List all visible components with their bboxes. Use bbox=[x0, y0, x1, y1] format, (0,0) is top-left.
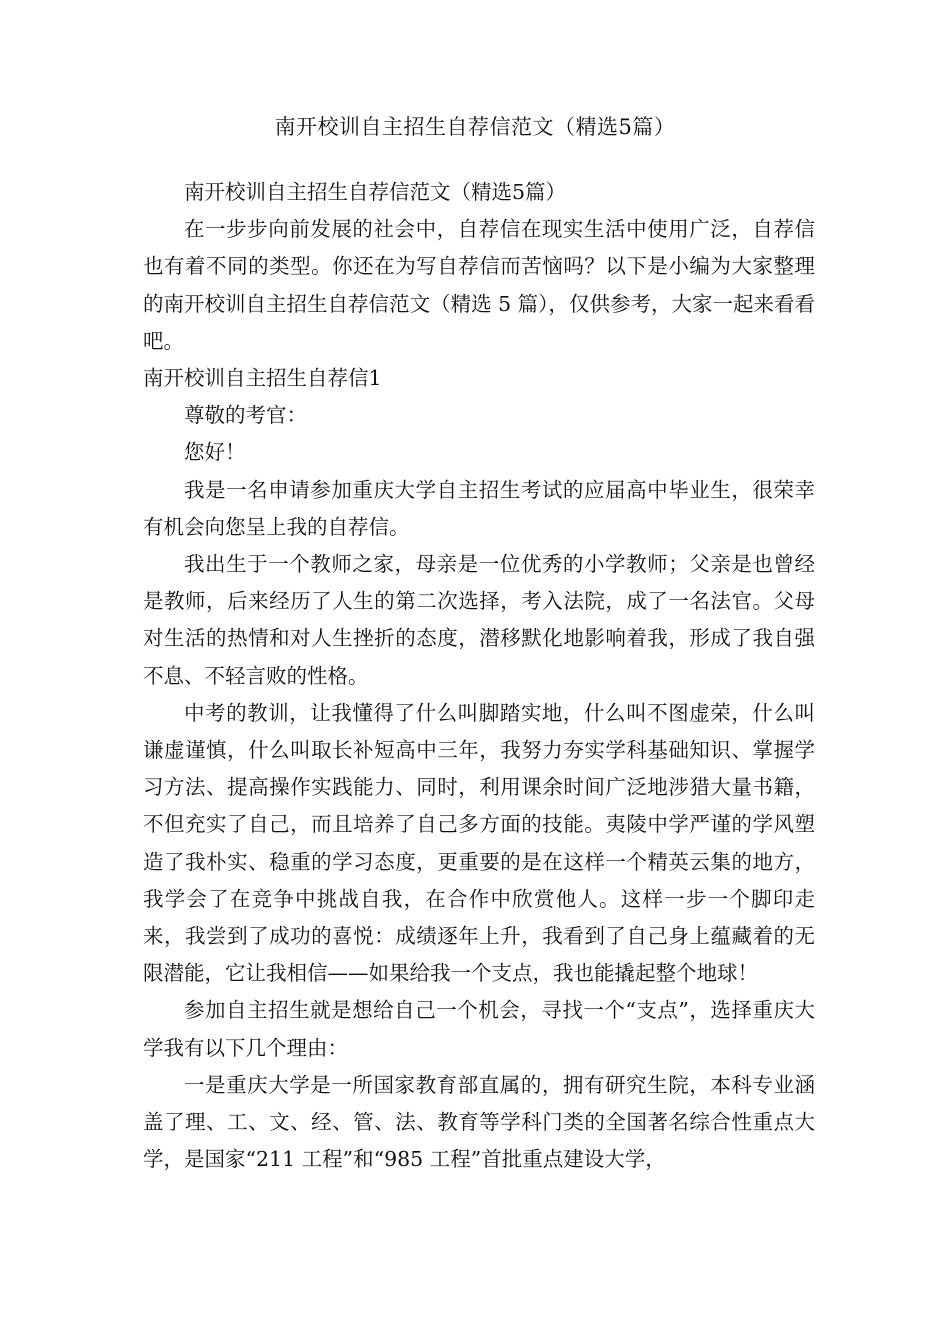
document-title: 南开校训自主招生自荐信范文（精选5篇） bbox=[274, 115, 676, 139]
subtitle-paragraph: 南开校训自主招生自荐信范文（精选5篇） bbox=[184, 180, 567, 204]
body-paragraph: 中考的教训，让我懂得了什么叫脚踏实地，什么叫不图虚荣，什么叫谦虚谨慎，什么叫取长补短高中三年，我努力夯实学科基础知识、掌握学习方法、提高操作实践能力、同时，利用课余时间广泛地涉猎大量书籍，不但充实了自己，而且培养了自己多方面的技能。夷陵中学严谨的学风塑造了我朴实、稳重的学习态度，更重要的是在这样一个精英云集的地方，我学会了在竞争中挑战自我，在合作中欣赏他人。这样一步一个脚印走来，我尝到了成功的喜悦：成绩逐年上升，我看到了自己身上蕴藏着的无限潜能，它让我相信——如果给我一个支点，我也能撬起整个地球！ bbox=[143, 700, 815, 986]
document-body bbox=[143, 174, 815, 1178]
body-paragraph: 我是一名申请参加重庆大学自主招生考试的应届高中毕业生，很荣幸有机会向您呈上我的自荐信。 bbox=[143, 477, 815, 539]
greeting: 您好！ bbox=[184, 440, 246, 465]
section-heading: 南开校训自主招生自荐信1 bbox=[143, 366, 382, 391]
body-paragraph: 一是重庆大学是一所国家教育部直属的，拥有研究生院，本科专业涵盖了理、工、文、经、管、法、教育等学科门类的全国著名综合性重点大学，是国家“211 工程”和“985 工程”首批重点建设大学， bbox=[143, 1072, 815, 1172]
intro-paragraph: 在一步步向前发展的社会中，自荐信在现实生活中使用广泛，自荐信也有着不同的类型。你还在为写自荐信而苦恼吗？以下是小编为大家整理的南开校训自主招生自荐信范文（精选 5 篇），仅供参考，大家一起来看看吧。 bbox=[143, 217, 815, 353]
salutation: 尊敬的考官： bbox=[184, 403, 307, 428]
body-paragraph: 我出生于一个教师之家，母亲是一位优秀的小学教师；父亲是也曾经是教师，后来经历了人生的第二次选择，考入法院，成了一名法官。父母对生活的热情和对人生挫折的态度，潜移默化地影响着我，形成了我自强不息、不轻言败的性格。 bbox=[143, 552, 815, 688]
body-paragraph: 参加自主招生就是想给自己一个机会，寻找一个“支点”，选择重庆大学我有以下几个理由： bbox=[143, 998, 815, 1060]
